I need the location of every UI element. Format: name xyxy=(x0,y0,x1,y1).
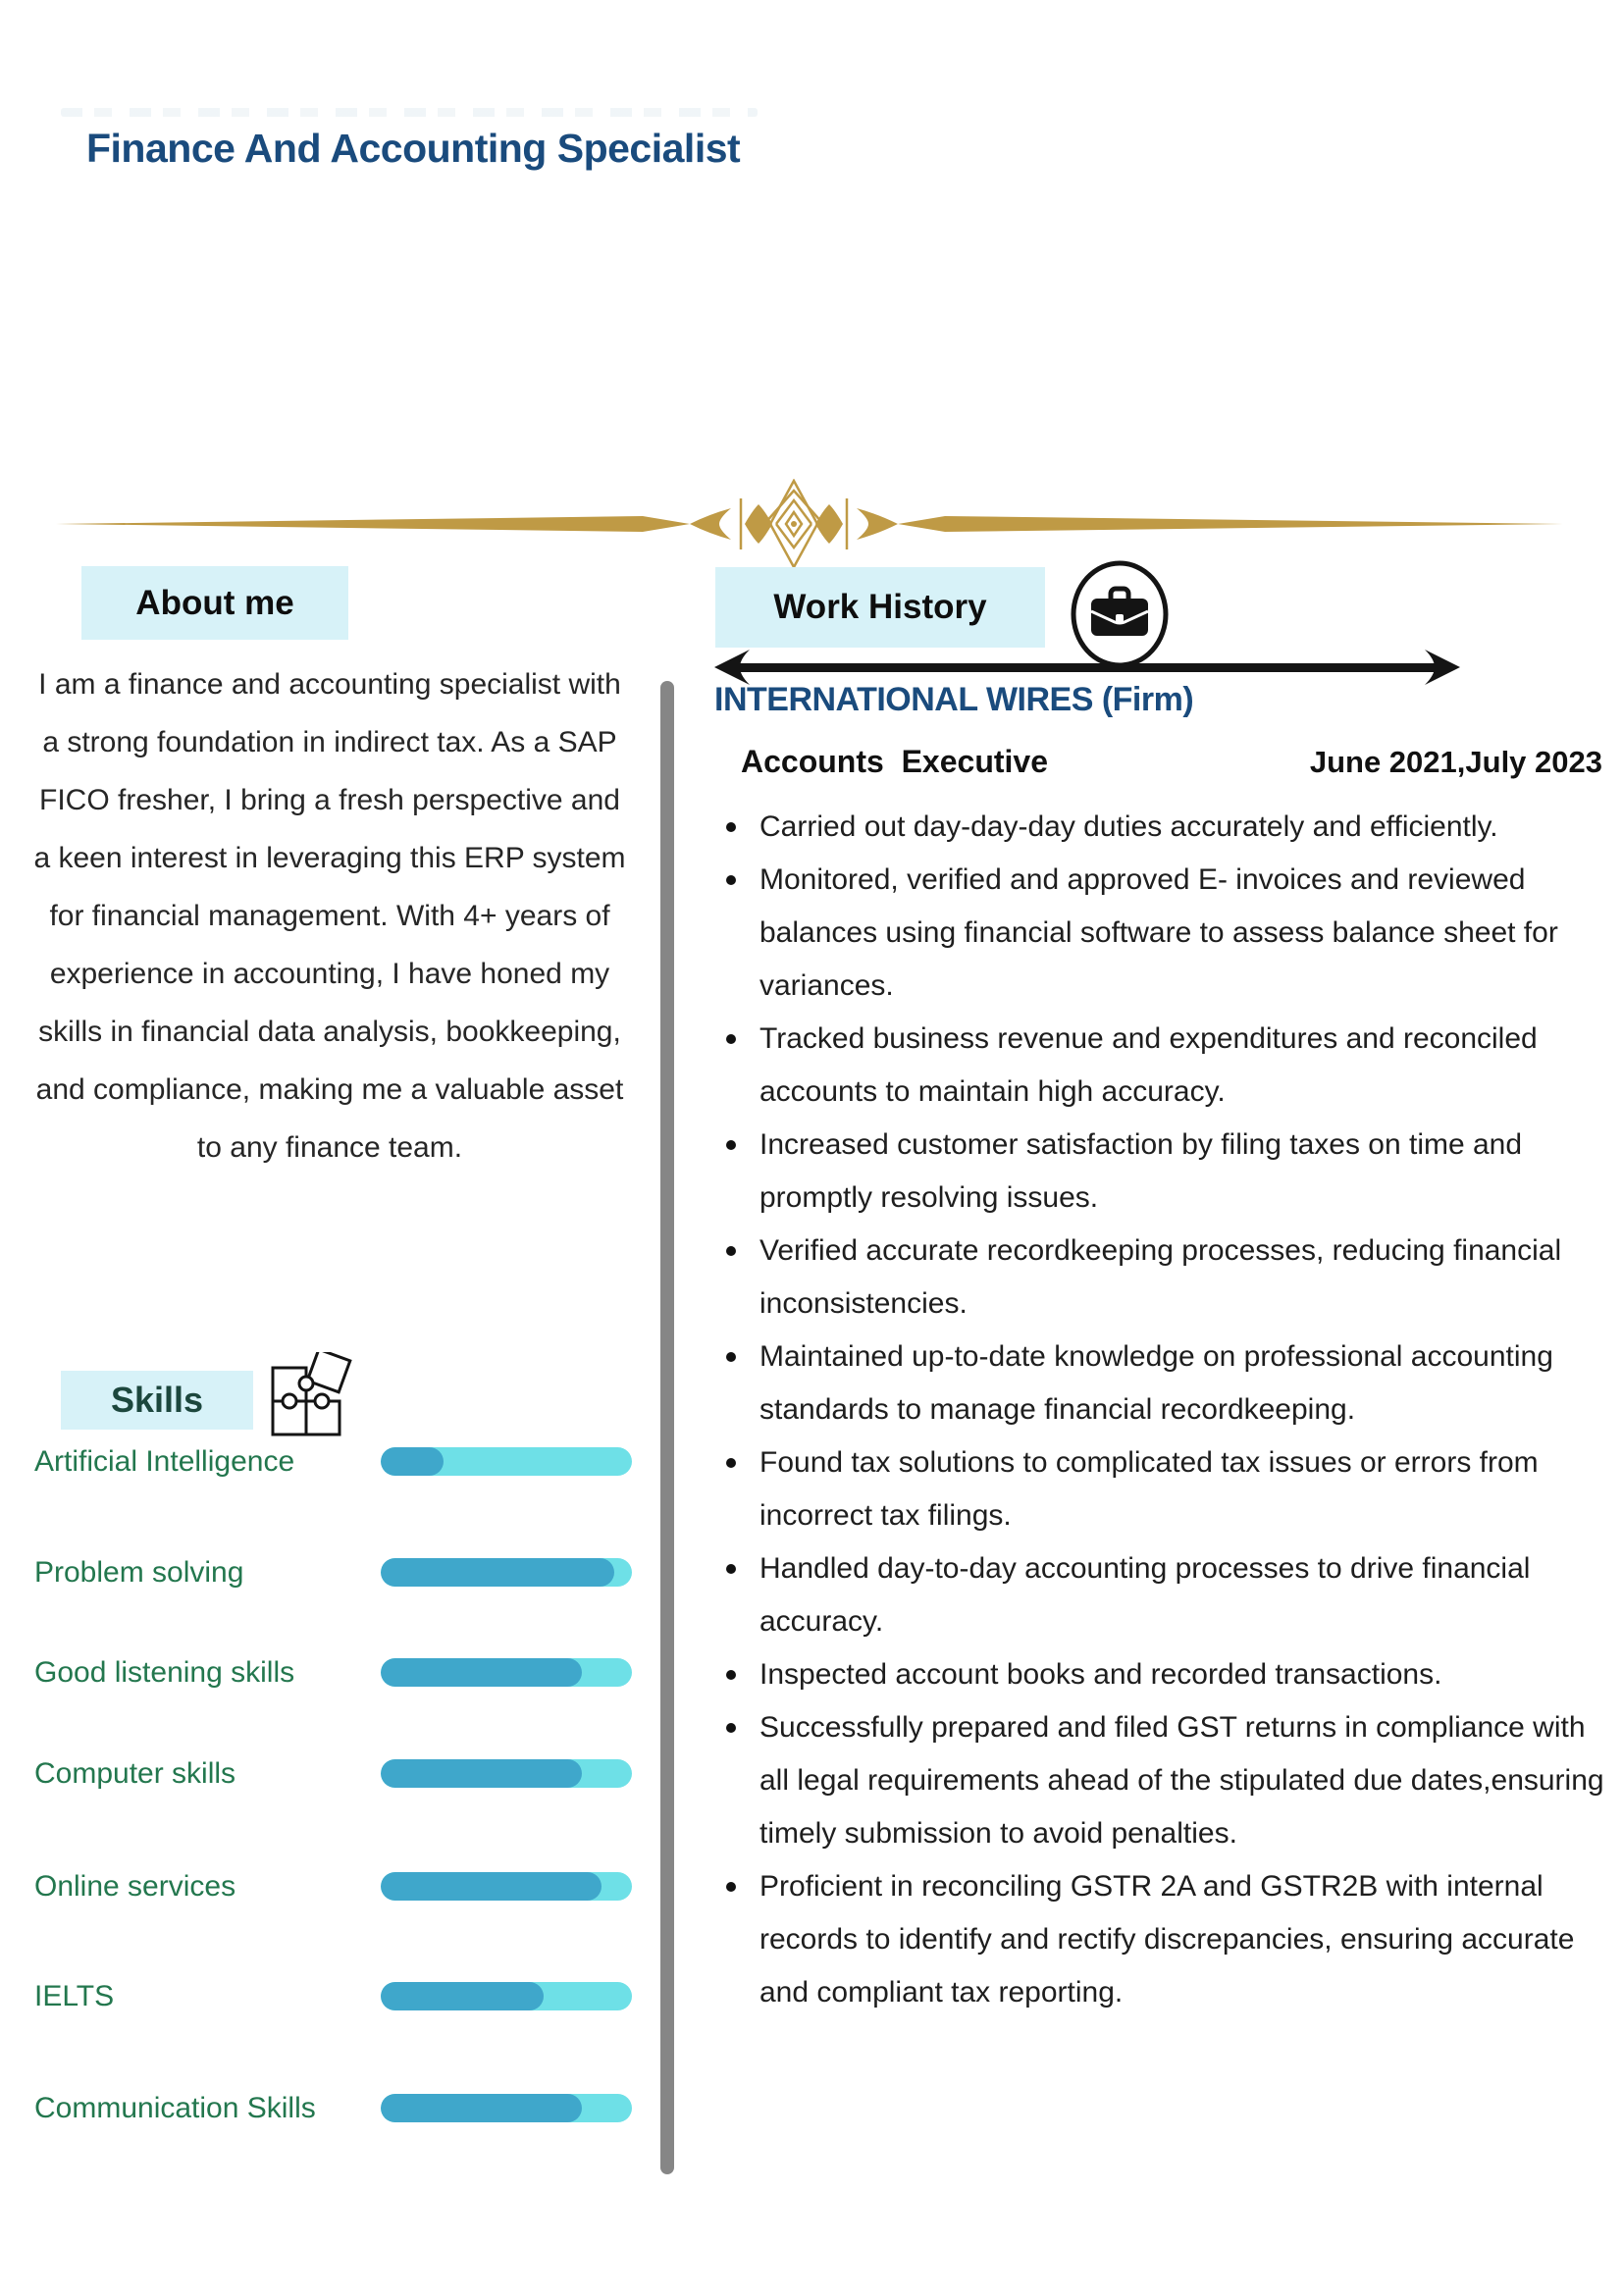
skill-bar xyxy=(381,2094,632,2122)
job-bullet-list xyxy=(714,801,1609,2019)
skill-label: Problem solving xyxy=(34,1556,244,1589)
skill-bar xyxy=(381,1872,632,1901)
skill-label: Online services xyxy=(34,1870,236,1903)
page-title: Finance And Accounting Specialist xyxy=(86,126,741,171)
about-heading xyxy=(81,566,348,640)
gold-divider xyxy=(54,479,1565,569)
skill-row xyxy=(34,2094,635,2123)
job-bullet: Proficient in reconciling GSTR 2A and GSTR2B with internal records to identify and rectify discrepancies, ensuring accurate and compliant tax reporting. xyxy=(714,1860,1609,2019)
about-heading-label: About me xyxy=(135,583,294,622)
job-dates: June 2021,July 2023 xyxy=(1309,745,1602,779)
work-history-heading xyxy=(715,567,1045,648)
column-divider xyxy=(660,681,674,2174)
skill-label: Artificial Intelligence xyxy=(34,1445,295,1478)
skill-label: IELTS xyxy=(34,1980,115,2012)
skill-label: Good listening skills xyxy=(34,1656,295,1689)
skill-bar xyxy=(381,1759,632,1788)
skill-row xyxy=(34,1982,635,2011)
work-history-heading-label: Work History xyxy=(773,588,987,626)
job-bullet: Tracked business revenue and expenditures and reconciled accounts to maintain high accuracy. xyxy=(714,1013,1609,1119)
job-bullet: Increased customer satisfaction by filing taxes on time and promptly resolving issues. xyxy=(714,1119,1609,1225)
job-bullet: Handled day-to-day accounting processes to drive financial accuracy. xyxy=(714,1542,1609,1648)
skill-label: Computer skills xyxy=(34,1757,236,1790)
skills-heading xyxy=(61,1371,253,1430)
job-bullet: Carried out day-day-day duties accurately and efficiently. xyxy=(714,801,1609,854)
skill-fill xyxy=(381,1447,444,1476)
job-bullet: Found tax solutions to complicated tax issues or errors from incorrect tax filings. xyxy=(714,1436,1609,1542)
skill-fill xyxy=(381,2094,582,2122)
about-text: I am a finance and accounting specialist with a strong foundation in indirect tax. As a SAP FICO fresher, I bring a fresh perspective and a keen interest in leveraging this ERP system for financial management. With 4+ years of experience in accounting, I have honed my skills in financial data analysis, bookkeeping, and compliance, making me a valuable asset to any finance team. xyxy=(33,668,640,1164)
skill-bar xyxy=(381,1558,632,1587)
skill-fill xyxy=(381,1658,582,1687)
role-row xyxy=(741,744,1602,780)
job-bullet: Successfully prepared and filed GST returns in compliance with all legal requirements ahead of the stipulated due dates,ensuring timely submission to avoid penalties. xyxy=(714,1701,1609,1860)
skill-row xyxy=(34,1558,635,1588)
skill-bar xyxy=(381,1982,632,2010)
job-bullet: Maintained up-to-date knowledge on professional accounting standards to manage financial recordkeeping. xyxy=(714,1331,1609,1436)
skill-row xyxy=(34,1447,635,1477)
skill-fill xyxy=(381,1759,582,1788)
skill-fill xyxy=(381,1982,544,2010)
skill-fill xyxy=(381,1872,602,1901)
job-bullet: Monitored, verified and approved E- invoices and reviewed balances using financial software to assess balance sheet for variances. xyxy=(714,854,1609,1013)
skill-label: Communication Skills xyxy=(34,2092,316,2124)
skill-bar xyxy=(381,1447,632,1476)
skill-fill xyxy=(381,1558,614,1587)
company-name: INTERNATIONAL WIRES (Firm) xyxy=(714,681,1194,718)
cropped-text-artifact xyxy=(61,108,758,117)
skill-bar xyxy=(381,1658,632,1687)
skills-heading-label: Skills xyxy=(110,1380,204,1420)
puzzle-icon xyxy=(263,1352,357,1450)
job-bullet: Inspected account books and recorded transactions. xyxy=(714,1648,1609,1701)
skill-row xyxy=(34,1759,635,1789)
skill-row xyxy=(34,1872,635,1902)
skill-row xyxy=(34,1658,635,1688)
job-bullet: Verified accurate recordkeeping processes, reducing financial inconsistencies. xyxy=(714,1225,1609,1331)
job-title: Accounts Executive xyxy=(741,744,1048,779)
